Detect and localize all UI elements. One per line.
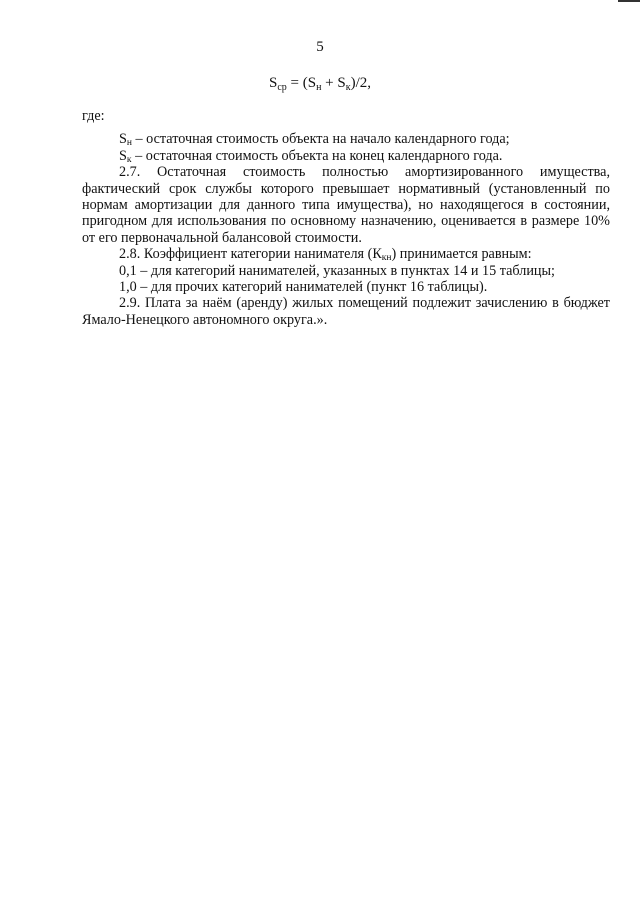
sn-sub: н bbox=[126, 138, 132, 149]
average-cost-formula bbox=[0, 73, 640, 93]
clause-2-8-end: ) принимается равным: bbox=[391, 246, 532, 263]
formula-sub-k: к bbox=[345, 82, 351, 93]
corner-mark bbox=[618, 0, 640, 2]
sk-letter: S bbox=[119, 147, 127, 164]
formula-sub-sr: ср bbox=[277, 82, 287, 93]
clause-2-9: 2.9. Плата за наём (аренду) жилых помещений подлежит зачислению в бюджет Ямало-Ненецкого автономного округа.». bbox=[82, 295, 610, 328]
page-number: 5 bbox=[316, 39, 324, 55]
definition-sk bbox=[82, 148, 610, 164]
clause-2-8-item-1: 0,1 – для категорий нанимателей, указанных в пунктах 14 и 15 таблицы; bbox=[119, 262, 555, 279]
sk-sub: к bbox=[126, 154, 132, 165]
formula-sub-n: н bbox=[316, 82, 322, 93]
formula-s: S bbox=[268, 75, 278, 91]
clause-2-8-start: 2.8. Коэффициент категории нанимателя (К bbox=[119, 246, 382, 263]
clause-2-8-sub: кн bbox=[381, 253, 392, 264]
definition-sn bbox=[82, 131, 610, 147]
formula-eq-open: = (S bbox=[286, 75, 317, 91]
clause-2-8 bbox=[82, 246, 610, 262]
sn-letter: S bbox=[119, 131, 127, 148]
clause-2-7: 2.7. Остаточная стоимость полностью амортизированного имущества, фактический срок службы которого превышает нормативный (установленный по нормам амортизации для данного типа имущества), но находящегося в состоянии, пригодном для использования по основному назначению, оценивается в размере 10% от его первоначальной балансовой стоимости. bbox=[82, 164, 610, 246]
body-text bbox=[82, 108, 610, 328]
formula-tail: )/2, bbox=[350, 75, 372, 91]
sn-text: – остаточная стоимость объекта на начало календарного года; bbox=[131, 131, 510, 148]
formula-plus: + S bbox=[321, 75, 346, 91]
clause-2-8-item-2: 1,0 – для прочих категорий нанимателей (пункт 16 таблицы). bbox=[119, 279, 488, 296]
where-label: где: bbox=[82, 108, 105, 124]
sk-text: – остаточная стоимость объекта на конец календарного года. bbox=[131, 147, 503, 164]
